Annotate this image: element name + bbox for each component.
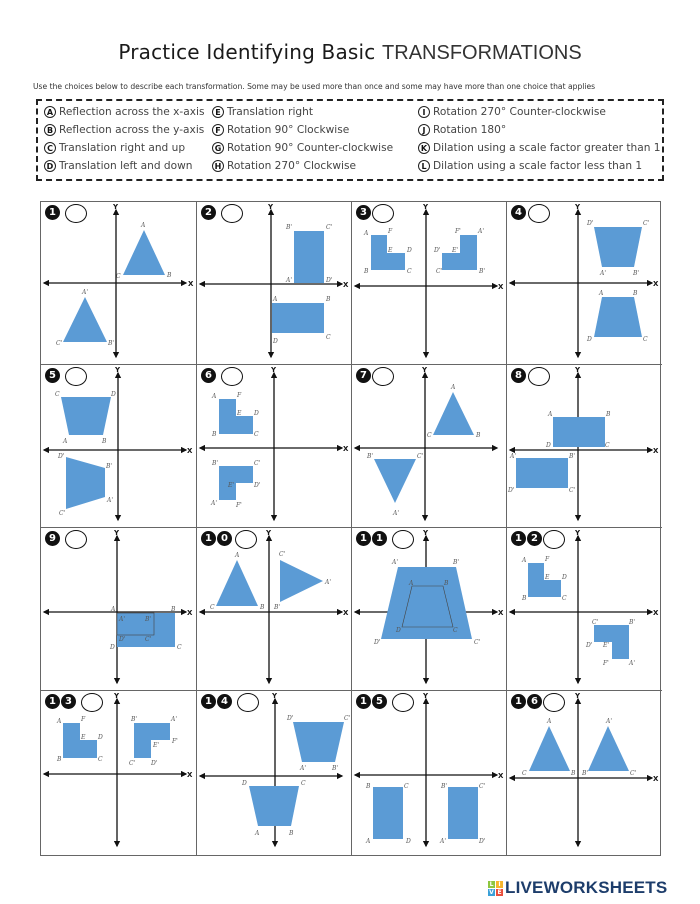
svg-text:Y: Y [114,529,120,537]
svg-text:B': B' [453,559,460,566]
problem-13 [41,691,197,855]
svg-text:D': D' [434,247,441,254]
svg-text:A: A [111,606,116,613]
svg-text:Y: Y [422,366,428,374]
svg-text:C': C' [279,551,286,558]
choices-box [36,99,664,181]
choice-label: Translation left and down [59,160,193,172]
coordinate-plane-16 [507,691,662,854]
svg-text:C: C [210,604,215,611]
coordinate-plane-14 [197,691,352,854]
choice-g [212,142,393,154]
svg-text:C: C [453,627,458,634]
svg-text:B: B [364,268,369,275]
answer-input-16[interactable] [543,693,565,712]
choice-i [418,106,606,118]
liveworksheets-logo [488,878,667,898]
choice-letter: E [212,106,224,118]
problem-grid [40,201,661,856]
svg-text:Y: Y [575,529,581,537]
problem-number: 1 5 [356,694,387,709]
svg-text:X: X [653,775,659,783]
choice-label: Dilation using a scale factor less than 1 [433,160,643,172]
svg-text:B: B [633,290,638,297]
svg-text:C': C' [56,340,63,347]
svg-text:A': A' [286,277,292,284]
svg-text:B: B [57,756,62,763]
svg-text:X: X [188,280,194,288]
svg-text:F': F' [236,502,242,509]
instructions: Use the choices below to describe each transformation. Some may be used more than once and some may have more than one choice that applies [33,82,596,91]
choice-label: Reflection across the x-axis [59,106,205,118]
svg-text:E: E [545,574,550,581]
choice-l [418,160,642,172]
coordinate-plane-2 [197,202,352,365]
svg-text:D': D' [508,487,515,494]
answer-input-6[interactable] [221,367,243,386]
svg-text:Y: Y [115,366,121,374]
svg-text:A: A [599,290,604,297]
choice-letter: J [418,124,430,136]
page-title [0,40,700,65]
problem-number: 7 [356,368,371,383]
answer-input-1[interactable] [65,204,87,223]
svg-text:A': A' [393,510,399,517]
svg-text:B: B [476,432,481,439]
svg-text:C': C' [417,453,424,460]
svg-text:X: X [653,447,659,455]
svg-text:A': A' [300,765,306,772]
svg-text:A': A' [606,718,612,725]
svg-text:B': B' [367,453,374,460]
svg-text:A': A' [171,716,177,723]
choice-h [212,160,356,172]
svg-text:A: A [547,718,552,725]
svg-text:A: A [409,580,414,587]
problem-9 [41,528,197,691]
svg-text:F: F [81,716,86,723]
problem-number: 9 [45,531,60,546]
problem-number: 1 4 [201,694,232,709]
svg-text:C': C' [474,639,481,646]
svg-text:Y: Y [423,203,429,211]
svg-text:X: X [187,447,193,455]
svg-text:C: C [427,432,432,439]
svg-text:D: D [273,338,278,345]
svg-text:Y: Y [272,692,278,700]
svg-text:X: X [653,609,659,617]
svg-text:F': F' [172,738,178,745]
choice-label: Dilation using a scale factor greater than 1 [433,142,661,154]
choice-letter: D [44,160,56,172]
choice-letter: F [212,124,224,136]
svg-text:Y: Y [575,692,581,700]
svg-text:F': F' [603,660,609,667]
svg-text:C': C' [344,715,351,722]
svg-text:E: E [81,734,86,741]
svg-text:A': A' [107,497,113,504]
svg-text:A: A [57,718,62,725]
coordinate-plane-12 [507,528,662,691]
svg-text:C: C [301,780,306,787]
coordinate-plane-6 [197,365,352,528]
svg-text:C: C [643,336,648,343]
problem-12 [507,528,662,691]
svg-text:B': B' [479,268,486,275]
coordinate-plane-7 [352,365,507,528]
answer-input-2[interactable] [221,204,243,223]
svg-text:Y: Y [423,529,429,537]
svg-text:B': B' [629,619,636,626]
problem-number: 1 1 [356,531,387,546]
svg-text:D': D' [587,220,594,227]
svg-text:B: B [167,272,172,279]
svg-text:C': C' [129,760,136,767]
svg-text:C': C' [59,510,66,517]
svg-text:B': B' [332,765,339,772]
choice-letter: I [418,106,430,118]
svg-text:B: B [212,431,217,438]
svg-text:A: A [548,411,553,418]
svg-text:B': B' [145,616,152,623]
problem-number: 1 0 [201,531,232,546]
svg-text:D': D' [151,760,158,767]
svg-text:D: D [587,336,592,343]
choice-f [212,124,349,136]
logo-text: LIVEWORKSHEETS [505,878,668,897]
svg-text:D': D' [374,639,381,646]
svg-text:F: F [237,392,242,399]
svg-text:B': B' [108,340,115,347]
svg-text:C': C' [630,770,637,777]
svg-text:Y: Y [575,203,581,211]
svg-text:E': E' [452,247,459,254]
svg-text:C: C [605,442,610,449]
svg-text:A': A' [440,838,446,845]
svg-text:C: C [55,391,60,398]
svg-text:D': D' [119,636,126,643]
svg-text:A': A' [510,453,516,460]
svg-text:A': A' [629,660,635,667]
choice-letter: C [44,142,56,154]
svg-text:E': E' [603,642,610,649]
svg-text:B: B [260,604,265,611]
problem-16 [507,691,662,855]
logo-blocks-icon: L I V E [489,880,502,896]
svg-text:A': A' [82,289,88,296]
svg-text:C: C [98,756,103,763]
svg-text:B: B [522,595,527,602]
svg-text:A': A' [478,228,484,235]
answer-input-7[interactable] [372,367,394,386]
svg-text:Y: Y [575,366,581,374]
svg-text:A': A' [119,616,125,623]
svg-text:A': A' [392,559,398,566]
coordinate-plane-4 [507,202,662,365]
svg-text:B: B [571,770,576,777]
svg-text:Y: Y [114,692,120,700]
svg-text:C': C' [592,619,599,626]
svg-text:C': C' [643,220,650,227]
choice-letter: L [418,160,430,172]
svg-text:E': E' [228,482,235,489]
svg-text:C: C [522,770,527,777]
svg-text:C: C [326,334,331,341]
svg-text:B': B' [212,460,219,467]
coordinate-plane-3 [352,202,507,365]
problem-number: 1 6 [511,694,542,709]
svg-text:D: D [406,838,411,845]
svg-text:B': B' [569,453,576,460]
svg-text:E: E [237,410,242,417]
svg-text:A': A' [600,270,606,277]
problem-number: 1 3 [45,694,76,709]
svg-text:A: A [273,296,278,303]
choice-label: Rotation 270° Clockwise [227,160,356,172]
svg-text:D': D' [326,277,333,284]
svg-text:A: A [364,230,369,237]
title-main: Practice Identifying Basic [118,40,383,64]
svg-text:C: C [177,644,182,651]
svg-text:B': B' [582,770,589,777]
svg-text:X: X [187,771,193,779]
svg-text:D: D [546,442,551,449]
svg-text:A: A [366,838,371,845]
coordinate-plane-8 [507,365,662,528]
svg-text:X: X [343,281,349,289]
svg-text:D: D [111,391,116,398]
svg-text:C': C' [479,783,486,790]
svg-text:Y: Y [266,529,272,537]
answer-input-14[interactable] [237,693,259,712]
svg-text:D': D' [58,453,65,460]
svg-text:B: B [444,580,449,587]
coordinate-plane-1 [41,202,196,365]
svg-text:C: C [254,431,259,438]
choice-letter: K [418,142,430,154]
svg-text:X: X [498,283,504,291]
choice-d [44,160,193,172]
choice-letter: B [44,124,56,136]
choice-label: Rotation 180° [433,124,507,136]
choice-letter: G [212,142,224,154]
choice-label: Rotation 90° Clockwise [227,124,350,136]
svg-text:B: B [289,830,294,837]
svg-text:C': C' [145,636,152,643]
svg-text:B': B' [131,716,138,723]
choice-label: Rotation 90° Counter-clockwise [227,142,394,154]
choice-letter: H [212,160,224,172]
svg-text:D: D [242,780,247,787]
choice-label: Rotation 270° Counter-clockwise [433,106,606,118]
answer-input-10[interactable] [235,530,257,549]
svg-text:X: X [343,609,349,617]
svg-text:A: A [522,557,527,564]
problem-11 [352,528,507,691]
choice-label: Translation right [227,106,313,118]
choice-letter: A [44,106,56,118]
coordinate-plane-13 [41,691,196,854]
svg-text:D: D [396,627,401,634]
answer-input-9[interactable] [65,530,87,549]
svg-text:C: C [116,273,121,280]
svg-text:A': A' [325,579,331,586]
choice-label: Reflection across the y-axis [59,124,205,136]
coordinate-plane-9 [41,528,196,691]
coordinate-plane-5 [41,365,196,528]
svg-text:Y: Y [271,366,277,374]
svg-text:C: C [562,595,567,602]
svg-text:X: X [343,445,349,453]
svg-text:C': C' [569,487,576,494]
svg-text:X: X [187,609,193,617]
answer-input-3[interactable] [372,204,394,223]
svg-text:F: F [545,556,550,563]
svg-text:B': B' [286,224,293,231]
problem-number: 5 [45,368,60,383]
svg-text:C': C' [436,268,443,275]
problem-number: 4 [511,205,526,220]
problem-1 [41,202,197,365]
svg-text:A: A [255,830,260,837]
answer-input-4[interactable] [528,204,550,223]
svg-text:C: C [404,783,409,790]
problem-3 [352,202,507,365]
svg-text:C: C [407,268,412,275]
answer-input-5[interactable] [65,367,87,386]
answer-input-15[interactable] [392,693,414,712]
coordinate-plane-15 [352,691,507,854]
svg-text:B: B [326,296,331,303]
coordinate-plane-11 [352,528,507,691]
problem-14 [197,691,352,855]
problem-number: 8 [511,368,526,383]
svg-text:B: B [171,606,176,613]
svg-text:A: A [451,384,456,391]
svg-text:A: A [212,393,217,400]
svg-text:B': B' [633,270,640,277]
svg-text:C': C' [326,224,333,231]
choice-label: Translation right and up [59,142,186,154]
problem-number: 2 [201,205,216,220]
svg-text:Y: Y [113,203,119,211]
svg-text:C': C' [254,460,261,467]
choice-b [44,124,204,136]
svg-text:A: A [235,552,240,559]
problem-15 [352,691,507,855]
answer-input-11[interactable] [392,530,414,549]
choice-c [44,142,185,154]
problem-number: 1 2 [511,531,542,546]
svg-text:F: F [388,228,393,235]
problem-number: 1 [45,205,60,220]
problem-number: 6 [201,368,216,383]
problem-number: 3 [356,205,371,220]
answer-input-8[interactable] [528,367,550,386]
coordinate-plane-10 [197,528,352,691]
svg-text:B: B [366,783,371,790]
svg-text:E: E [388,247,393,254]
svg-text:A: A [63,438,68,445]
problem-10 [197,528,352,691]
svg-text:D: D [110,644,115,651]
svg-text:B: B [102,438,107,445]
svg-text:D': D' [479,838,486,845]
svg-text:X: X [498,609,504,617]
svg-text:X: X [653,280,659,288]
svg-text:D: D [407,247,412,254]
problem-6 [197,365,352,528]
problem-8 [507,365,662,528]
problem-2 [197,202,352,365]
choice-e [212,106,313,118]
choice-k [418,142,661,154]
svg-text:B': B' [106,463,113,470]
svg-text:B: B [606,411,611,418]
choice-a [44,106,204,118]
problem-5 [41,365,197,528]
problem-4 [507,202,662,365]
svg-text:D': D' [586,642,593,649]
svg-text:D': D' [254,482,261,489]
svg-text:A': A' [211,500,217,507]
svg-text:D: D [562,574,567,581]
svg-text:Y: Y [268,203,274,211]
svg-text:X: X [498,772,504,780]
svg-text:D': D' [287,715,294,722]
svg-text:D: D [98,734,103,741]
svg-text:E': E' [153,742,160,749]
svg-text:F': F' [455,228,461,235]
answer-input-13[interactable] [81,693,103,712]
title-emphasis: TRANSFORMATIONS [382,42,582,64]
svg-text:A: A [141,222,146,229]
choice-j [418,124,506,136]
problem-7 [352,365,507,528]
svg-text:Y: Y [423,692,429,700]
svg-text:D: D [254,410,259,417]
svg-text:B': B' [274,604,281,611]
answer-input-12[interactable] [543,530,565,549]
svg-text:B': B' [441,783,448,790]
